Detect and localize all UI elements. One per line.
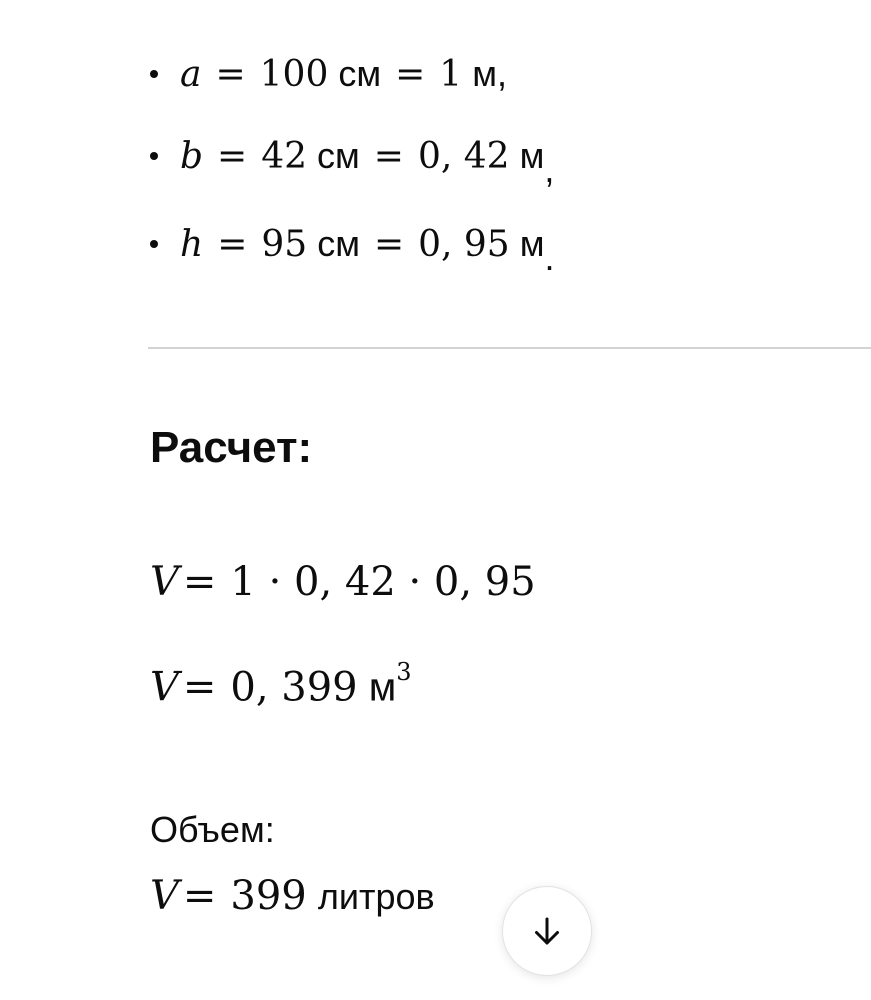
- calculation-heading: Расчет:: [150, 423, 313, 472]
- formula-unit: м: [368, 665, 397, 710]
- bullet-icon: [150, 152, 158, 160]
- equals-sign: =: [373, 224, 405, 265]
- dimension-item-h: [150, 223, 555, 278]
- formula-volume-liters: [150, 873, 435, 919]
- formula-lhs: V: [150, 559, 179, 605]
- dim-cm-unit: см: [317, 223, 360, 264]
- dimension-item-a: [150, 53, 507, 95]
- dim-m-value: 1: [439, 54, 463, 95]
- formula-exponent: 3: [396, 658, 412, 686]
- formula-value: 0, 399: [230, 664, 358, 711]
- dim-punct: ,: [544, 149, 555, 190]
- equals-sign: =: [182, 559, 217, 605]
- dim-symbol: b: [180, 136, 204, 177]
- equals-sign: =: [182, 873, 217, 919]
- volume-value: 399: [230, 873, 307, 919]
- dim-punct: .: [544, 237, 555, 278]
- volume-unit: литров: [317, 876, 435, 917]
- dim-cm-unit: см: [338, 53, 382, 94]
- dim-m-unit: м: [472, 53, 497, 94]
- dim-cm-value: 100: [259, 54, 329, 95]
- volume-label: Объем:: [150, 809, 275, 850]
- dim-m-value: 0, 42: [417, 136, 510, 177]
- formula-lhs: V: [150, 664, 179, 711]
- equals-sign: =: [217, 224, 248, 265]
- section-divider: [148, 347, 871, 349]
- dim-symbol: h: [180, 224, 204, 265]
- equals-sign: =: [395, 54, 426, 95]
- scroll-to-bottom-button[interactable]: [502, 886, 592, 976]
- formula-lhs: V: [150, 873, 179, 919]
- equals-sign: =: [373, 136, 404, 177]
- dim-punct: ,: [496, 53, 507, 94]
- dim-symbol: a: [180, 54, 202, 95]
- dim-m-unit: м: [519, 223, 545, 264]
- equals-sign: =: [217, 136, 248, 177]
- bullet-icon: [150, 70, 158, 78]
- dim-m-value: 0, 95: [418, 224, 510, 265]
- equals-sign: =: [182, 664, 217, 711]
- formula-volume-product: [150, 559, 536, 605]
- equals-sign: =: [215, 54, 246, 95]
- dimension-item-b: [150, 135, 555, 190]
- dim-cm-unit: см: [317, 135, 360, 176]
- formula-volume-result: [150, 658, 412, 711]
- dim-cm-value: 95: [261, 224, 308, 265]
- arrow-down-icon: [529, 913, 565, 949]
- bullet-icon: [150, 240, 158, 248]
- dim-cm-value: 42: [261, 136, 308, 177]
- formula-rhs: 1 · 0, 42 · 0, 95: [230, 559, 536, 605]
- dim-m-unit: м: [519, 135, 545, 176]
